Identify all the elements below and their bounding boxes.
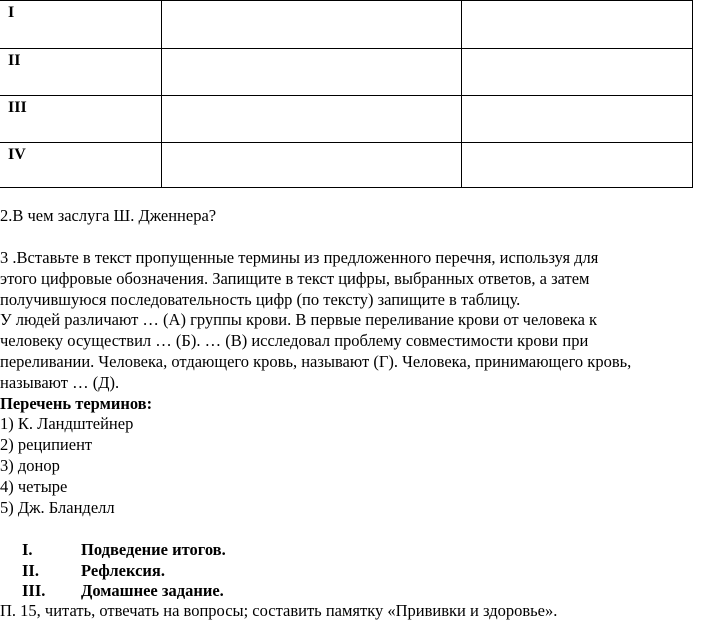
table-cell: [462, 1, 693, 49]
summary-text: Подведение итогов.: [81, 540, 226, 559]
table-cell: [462, 96, 693, 143]
table-row: [0, 49, 693, 96]
term-item: 4) четыре: [0, 476, 68, 496]
table-cell: [162, 1, 462, 49]
terms-heading: Перечень терминов:: [0, 393, 153, 413]
answer-table: [0, 0, 693, 188]
question-3-line: 3 .Вставьте в текст пропущенные термины из предложенного перечня, используя для: [0, 248, 599, 267]
table-row: [0, 96, 693, 143]
term-item: 5) Дж. Бланделл: [0, 497, 115, 517]
question-3-line: получившуюся последовательность цифр (по тексту) запищите в таблицу.: [0, 289, 521, 309]
homework-text: П. 15, читать, отвечать на вопросы; составить памятку «Прививки и здоровье».: [0, 601, 558, 620]
table-row-label: II: [0, 49, 162, 96]
table-row-label: I: [0, 1, 162, 49]
term-item: 2) реципиент: [0, 435, 93, 455]
question-3-line: человеку осуществил … (Б). … (В) исследовал проблему совместимости крови при: [0, 331, 589, 351]
table-row: [0, 143, 693, 188]
summary-number: II.: [22, 561, 39, 580]
summary-number: III.: [22, 581, 46, 600]
table-row-label: IV: [0, 143, 162, 188]
table-cell: [462, 49, 693, 96]
summary-number: I.: [22, 540, 33, 559]
question-3-line: называют … (Д).: [0, 372, 120, 392]
table-cell: [162, 49, 462, 96]
table-cell: [162, 143, 462, 188]
question-3-line: переливании. Человека, отдающего кровь, называют (Г). Человека, принимающего кровь,: [0, 352, 632, 371]
term-item: 1) К. Ландштейнер: [0, 414, 134, 434]
summary-text: Рефлексия.: [81, 561, 165, 580]
question-3-line: этого цифровые обозначения. Запищите в текст цифры, выбранных ответов, а затем: [0, 268, 590, 288]
table-row-label: III: [0, 96, 162, 143]
summary-text: Домашнее задание.: [81, 581, 224, 600]
table-cell: [162, 96, 462, 143]
question-2: 2.В чем заслуга Ш. Дженнера?: [0, 206, 217, 225]
table-row: [0, 1, 693, 49]
table-cell: [462, 143, 693, 188]
question-3-line: У людей различают … (А) группы крови. В первые переливание крови от человека к: [0, 310, 598, 330]
term-item: 3) донор: [0, 456, 60, 475]
